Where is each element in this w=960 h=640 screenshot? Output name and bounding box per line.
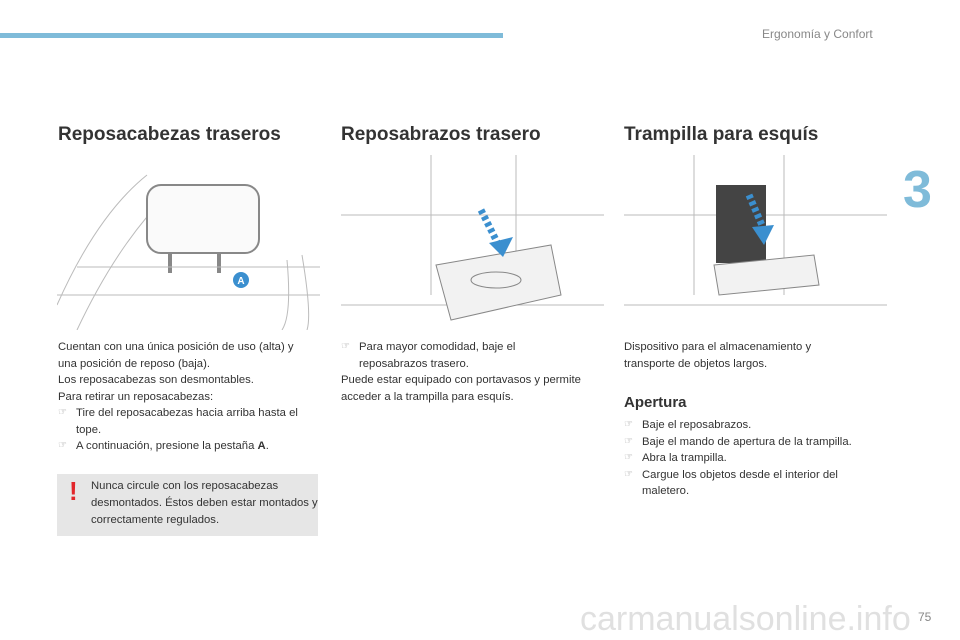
list-item: ☞ Cargue los objetos desde el interior del maletero. [624,468,838,497]
header-bar [0,33,503,38]
headrest-title: Reposacabezas traseros [58,124,281,145]
section-title: Ergonomía y Confort [762,27,873,41]
list-item: ☞ Tire del reposacabezas hacia arriba hasta el tope. [58,407,298,436]
opening-steps [624,417,884,500]
list-item: ☞ Baje el reposabrazos. [624,419,752,431]
list-item: ☞ Baje el mando de apertura de la trampilla. [624,435,852,448]
list-item: ☞ Para mayor comodidad, baje el reposabrazos trasero. [341,341,516,370]
watermark: carmanualsonline.info [580,600,911,638]
armrest-illustration [341,155,604,330]
page-number: 75 [918,610,932,624]
ski-hatch-illustration [624,155,887,330]
opening-subtitle: Apertura [624,394,687,411]
warning-box: ! Nunca circule con los reposacabezas desmontados. Éstos deben estar montados y correctamente regulados. [57,474,318,536]
ski-hatch-text: Dispositivo para el almacenamiento y transporte de objetos largos. [624,341,812,370]
headrest-text: Cuentan con una única posición de uso (alta) y una posición de reposo (baja). Los reposacabezas son desmontables. Para retirar un reposacabezas: ☞ Tire del reposacabezas hacia arriba hasta el tope. ☞ A continuación, presione la pestaña A. [58,339,323,455]
armrest-text: ☞ Para mayor comodidad, baje el reposabrazos trasero. Puede estar equipado con portavasos y permite acceder a la trampilla para esquís. [341,341,581,403]
chapter-number: 3 [903,161,932,219]
callout-a: A [237,276,245,287]
armrest-title: Reposabrazos trasero [341,124,541,145]
list-item: ☞ A continuación, presione la pestaña A. [58,440,269,452]
warning-icon: ! [69,476,78,506]
list-item: ☞ Abra la trampilla. [624,452,727,464]
headrest-illustration [57,155,320,330]
ski-hatch-title: Trampilla para esquís [624,124,819,145]
